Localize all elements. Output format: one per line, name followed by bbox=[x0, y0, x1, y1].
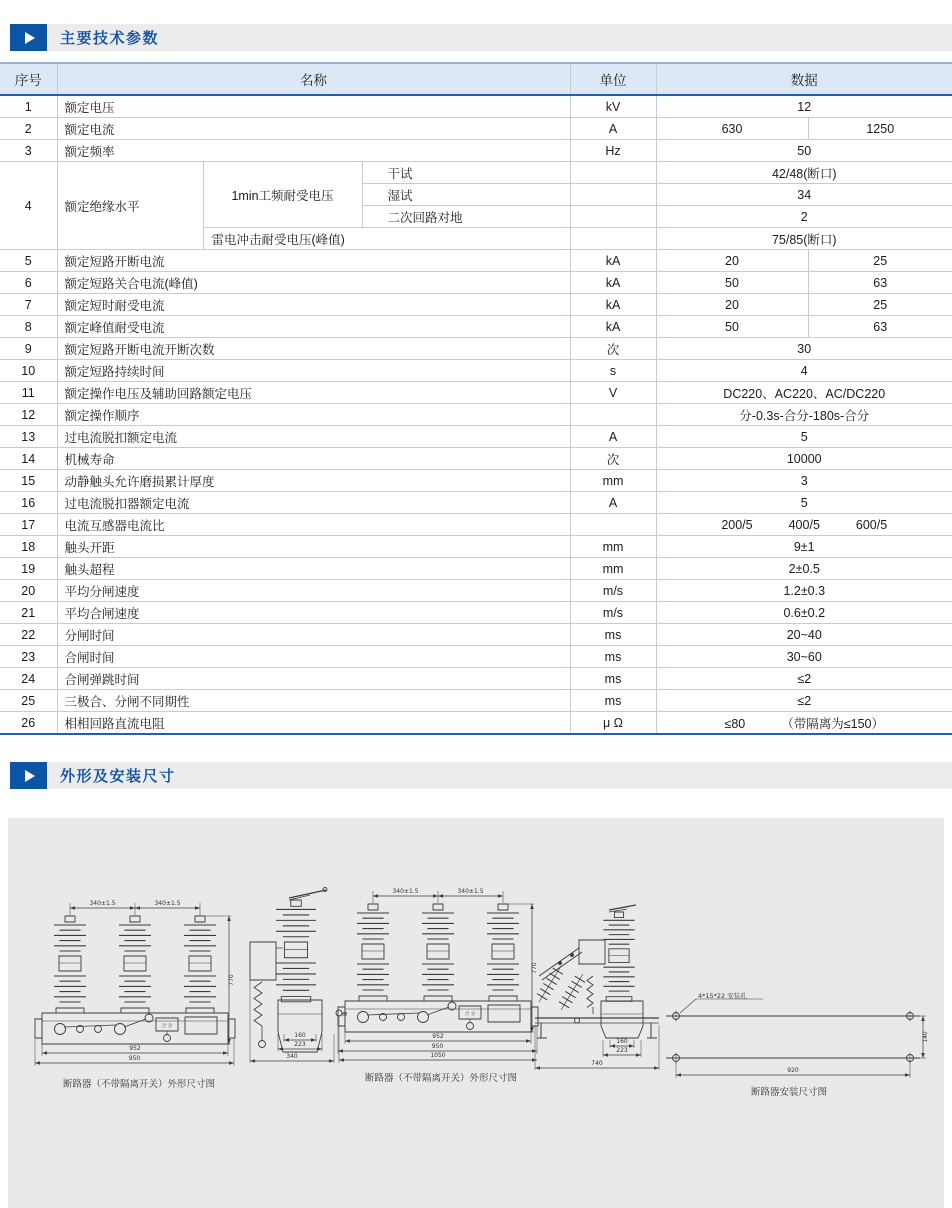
param-name: 额定短路持续时间 bbox=[57, 360, 570, 382]
param-value: 63 bbox=[808, 316, 952, 338]
param-value: 30 bbox=[656, 338, 952, 360]
row-index: 15 bbox=[0, 470, 57, 492]
row-index: 5 bbox=[0, 250, 57, 272]
table-row bbox=[0, 316, 952, 338]
drawing-caption: 断路器（不带隔离开关）外形尺寸图 bbox=[62, 1079, 215, 1090]
row-index: 19 bbox=[0, 558, 57, 580]
param-unit bbox=[570, 162, 656, 184]
dimension-label: 952 bbox=[432, 1033, 444, 1040]
param-value: 42/48(断口) bbox=[656, 162, 952, 184]
table-row bbox=[0, 140, 952, 162]
param-unit: ms bbox=[570, 646, 656, 668]
row-index: 26 bbox=[0, 712, 57, 735]
row-index: 14 bbox=[0, 448, 57, 470]
table-row bbox=[0, 536, 952, 558]
header-no: 序号 bbox=[0, 63, 57, 95]
mechanism-label: 合 分 bbox=[161, 1024, 173, 1029]
row-index: 7 bbox=[0, 294, 57, 316]
param-name: 额定短路关合电流(峰值) bbox=[57, 272, 570, 294]
table-row bbox=[0, 382, 952, 404]
param-name: 额定短时耐受电流 bbox=[57, 294, 570, 316]
param-unit: mm bbox=[570, 470, 656, 492]
param-name: 电流互感器电流比 bbox=[57, 514, 570, 536]
param-value: 1250 bbox=[808, 118, 952, 140]
param-unit: ms bbox=[570, 668, 656, 690]
triangle-glyph bbox=[25, 32, 35, 44]
param-value: ≤80 bbox=[724, 716, 746, 731]
front-view-drawing bbox=[30, 894, 235, 1074]
param-name: 额定电流 bbox=[57, 118, 570, 140]
dimension-label: 920 bbox=[787, 1067, 799, 1074]
param-name: 额定操作电压及辅助回路额定电压 bbox=[57, 382, 570, 404]
row-index: 3 bbox=[0, 140, 57, 162]
row-index: 21 bbox=[0, 602, 57, 624]
param-value: 9±1 bbox=[656, 536, 952, 558]
param-name: 额定峰值耐受电流 bbox=[57, 316, 570, 338]
param-value: 2±0.5 bbox=[656, 558, 952, 580]
row-index: 18 bbox=[0, 536, 57, 558]
param-subrow-label: 二次回路对地 bbox=[362, 206, 570, 228]
param-value: 25 bbox=[808, 294, 952, 316]
dimension-label: 740 bbox=[591, 1060, 603, 1067]
table-row bbox=[0, 272, 952, 294]
section-title: 主要技术参数 bbox=[60, 30, 160, 47]
param-name: 合闸时间 bbox=[57, 646, 570, 668]
param-value: 34 bbox=[656, 184, 952, 206]
row-index: 4 bbox=[0, 162, 57, 250]
row-index: 24 bbox=[0, 668, 57, 690]
table-row bbox=[0, 602, 952, 624]
param-unit bbox=[570, 206, 656, 228]
side-view-with-isolator-drawing bbox=[531, 902, 666, 1077]
param-name: 额定短路开断电流开断次数 bbox=[57, 338, 570, 360]
param-value: 10000 bbox=[656, 448, 952, 470]
param-value: 0.6±0.2 bbox=[656, 602, 952, 624]
param-value: 50 bbox=[656, 140, 952, 162]
param-unit: 次 bbox=[570, 338, 656, 360]
row-index: 6 bbox=[0, 272, 57, 294]
param-name: 额定频率 bbox=[57, 140, 570, 162]
param-unit: kA bbox=[570, 250, 656, 272]
dimension-label: 340±1.5 bbox=[89, 900, 116, 907]
param-unit: A bbox=[570, 118, 656, 140]
param-unit: mm bbox=[570, 558, 656, 580]
param-unit bbox=[570, 228, 656, 250]
param-unit: kA bbox=[570, 294, 656, 316]
table-row bbox=[0, 558, 952, 580]
param-unit: mm bbox=[570, 536, 656, 558]
param-values bbox=[656, 514, 952, 536]
param-name: 动静触头允许磨损累计厚度 bbox=[57, 470, 570, 492]
param-unit: kA bbox=[570, 272, 656, 294]
row-index: 23 bbox=[0, 646, 57, 668]
param-value: 30~60 bbox=[656, 646, 952, 668]
row-index: 8 bbox=[0, 316, 57, 338]
drawings-panel bbox=[8, 818, 944, 1208]
dimension-label: 160 bbox=[294, 1032, 306, 1039]
table-row bbox=[0, 492, 952, 514]
param-unit: 次 bbox=[570, 448, 656, 470]
param-subrow-label: 湿试 bbox=[362, 184, 570, 206]
param-value: 630 bbox=[656, 118, 808, 140]
dimension-label: 770 bbox=[531, 962, 538, 974]
param-unit: V bbox=[570, 382, 656, 404]
param-unit: ms bbox=[570, 690, 656, 712]
param-value: ≤2 bbox=[656, 690, 952, 712]
row-index: 2 bbox=[0, 118, 57, 140]
param-name: 三极合、分闸不同期性 bbox=[57, 690, 570, 712]
param-value: 1.2±0.3 bbox=[656, 580, 952, 602]
param-unit bbox=[570, 514, 656, 536]
param-unit: kA bbox=[570, 316, 656, 338]
param-value: DC220、AC220、AC/DC220 bbox=[656, 382, 952, 404]
param-value: 分-0.3s-合分-180s-合分 bbox=[656, 404, 952, 426]
dimension-label: 340±1.5 bbox=[392, 888, 419, 895]
parameters-table bbox=[0, 62, 952, 735]
param-name: 机械寿命 bbox=[57, 448, 570, 470]
dimension-label: 952 bbox=[129, 1045, 141, 1052]
param-name: 过电流脱扣器额定电流 bbox=[57, 492, 570, 514]
section-header-parameters bbox=[10, 24, 952, 51]
dimension-label: 340±1.5 bbox=[154, 900, 181, 907]
table-row bbox=[0, 294, 952, 316]
row-index: 13 bbox=[0, 426, 57, 448]
param-value: ≤2 bbox=[656, 668, 952, 690]
param-name: 分闸时间 bbox=[57, 624, 570, 646]
param-unit: s bbox=[570, 360, 656, 382]
table-row bbox=[0, 470, 952, 492]
param-unit: μ Ω bbox=[570, 712, 656, 735]
param-value: 2 bbox=[656, 206, 952, 228]
installation-drawing bbox=[658, 986, 944, 1082]
param-name: 额定操作顺序 bbox=[57, 404, 570, 426]
param-name: 相相回路直流电阻 bbox=[57, 712, 570, 735]
param-unit: A bbox=[570, 492, 656, 514]
param-name: 平均合闸速度 bbox=[57, 602, 570, 624]
table-row bbox=[0, 580, 952, 602]
param-value: 400/5 bbox=[788, 517, 820, 532]
table-row bbox=[0, 338, 952, 360]
param-value: 63 bbox=[808, 272, 952, 294]
dimension-label: 340±1.5 bbox=[457, 888, 484, 895]
param-value: 200/5 bbox=[721, 517, 753, 532]
param-value: 4 bbox=[656, 360, 952, 382]
table-row bbox=[0, 426, 952, 448]
table-row bbox=[0, 404, 952, 426]
dimension-label: 140 bbox=[922, 1031, 929, 1043]
row-index: 17 bbox=[0, 514, 57, 536]
row-index: 20 bbox=[0, 580, 57, 602]
row-index: 25 bbox=[0, 690, 57, 712]
param-name: 平均分闸速度 bbox=[57, 580, 570, 602]
parameters-table-wrap bbox=[0, 62, 952, 735]
section-title: 外形及安装尺寸 bbox=[60, 768, 176, 785]
row-index: 1 bbox=[0, 95, 57, 118]
param-unit: kV bbox=[570, 95, 656, 118]
table-row bbox=[0, 95, 952, 118]
mechanism-label: 合 分 bbox=[464, 1012, 476, 1017]
table-row bbox=[0, 162, 952, 184]
table-row bbox=[0, 624, 952, 646]
param-subgroup-label: 雷电冲击耐受电压(峰值) bbox=[203, 228, 570, 250]
param-name: 触头超程 bbox=[57, 558, 570, 580]
mounting-hole-label: 4*15*22 安装孔 bbox=[698, 992, 747, 1000]
dimension-label: 160 bbox=[616, 1038, 628, 1045]
dimension-label: 770 bbox=[228, 974, 235, 986]
param-value: 50 bbox=[656, 316, 808, 338]
row-index: 9 bbox=[0, 338, 57, 360]
param-name: 触头开距 bbox=[57, 536, 570, 558]
drawing-caption: 断路器安装尺寸图 bbox=[750, 1087, 827, 1098]
param-values bbox=[656, 712, 952, 735]
side-view-drawing bbox=[234, 884, 349, 1078]
table-row bbox=[0, 118, 952, 140]
param-value: 75/85(断口) bbox=[656, 228, 952, 250]
dimension-label: 223 bbox=[294, 1041, 306, 1048]
param-value: 25 bbox=[808, 250, 952, 272]
table-row bbox=[0, 250, 952, 272]
param-name: 合闸弹跳时间 bbox=[57, 668, 570, 690]
table-row bbox=[0, 448, 952, 470]
front-view-with-lever-drawing bbox=[333, 882, 543, 1068]
table-header-row bbox=[0, 63, 952, 95]
param-unit: m/s bbox=[570, 602, 656, 624]
section-header-dimensions bbox=[10, 762, 952, 789]
row-index: 12 bbox=[0, 404, 57, 426]
dimension-label: 223 bbox=[616, 1047, 628, 1054]
param-value: 12 bbox=[797, 99, 812, 114]
param-value: 5 bbox=[656, 492, 952, 514]
arrow-icon bbox=[10, 762, 47, 789]
triangle-glyph bbox=[25, 770, 35, 782]
parameters-table-body bbox=[0, 95, 952, 734]
table-row bbox=[0, 668, 952, 690]
table-row bbox=[0, 514, 952, 536]
table-row bbox=[0, 712, 952, 735]
param-value: 600/5 bbox=[855, 517, 888, 532]
row-index: 10 bbox=[0, 360, 57, 382]
table-row bbox=[0, 690, 952, 712]
row-index: 22 bbox=[0, 624, 57, 646]
param-subrow-label: 干试 bbox=[362, 162, 570, 184]
row-index: 11 bbox=[0, 382, 57, 404]
param-value: 5 bbox=[656, 426, 952, 448]
param-value: （带隔离为≤150） bbox=[781, 716, 884, 731]
param-value: 50 bbox=[656, 272, 808, 294]
param-value: 3 bbox=[656, 470, 952, 492]
row-index: 16 bbox=[0, 492, 57, 514]
param-value: 20 bbox=[656, 294, 808, 316]
dimension-label: 950 bbox=[128, 1055, 141, 1062]
dimension-label: 950 bbox=[431, 1043, 444, 1050]
param-name: 额定电压 bbox=[57, 95, 570, 118]
param-value: 20 bbox=[656, 250, 808, 272]
param-unit: ms bbox=[570, 624, 656, 646]
param-name: 额定绝缘水平 bbox=[57, 162, 203, 250]
param-unit bbox=[570, 184, 656, 206]
param-subgroup-label: 1min工频耐受电压 bbox=[203, 162, 362, 228]
param-name: 额定短路开断电流 bbox=[57, 250, 570, 272]
header-data: 数据 bbox=[656, 63, 952, 95]
param-unit: A bbox=[570, 426, 656, 448]
param-name: 过电流脱扣额定电流 bbox=[57, 426, 570, 448]
table-row bbox=[0, 360, 952, 382]
param-unit: m/s bbox=[570, 580, 656, 602]
param-unit bbox=[570, 404, 656, 426]
dimension-label: 1050 bbox=[430, 1052, 446, 1059]
drawing-caption: 断路器（不带隔离开关）外形尺寸图 bbox=[364, 1073, 517, 1084]
dimension-label: 340 bbox=[286, 1053, 298, 1060]
param-value: 20~40 bbox=[656, 624, 952, 646]
param-unit: Hz bbox=[570, 140, 656, 162]
header-name: 名称 bbox=[57, 63, 570, 95]
table-row bbox=[0, 646, 952, 668]
header-unit: 单位 bbox=[570, 63, 656, 95]
arrow-icon bbox=[10, 24, 47, 51]
